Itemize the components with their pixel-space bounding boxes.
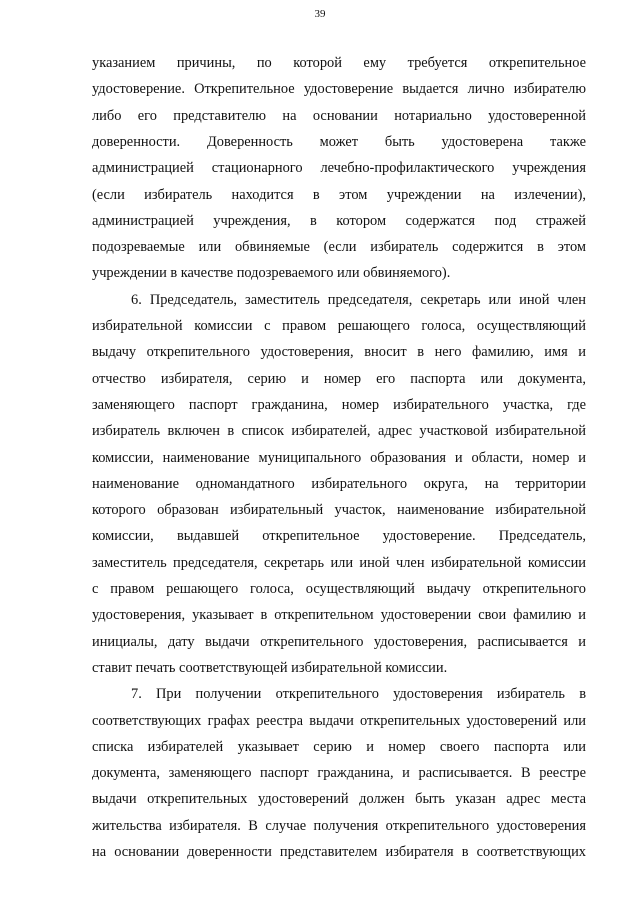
text-line: с правом решающего голоса, осуществляющий выдачу открепительного (92, 581, 586, 597)
text-line: выдачи открепительных удостоверений должен быть указан адрес места (92, 791, 586, 808)
paragraph-7-first-line: 7. При получении открепительного удостоверения избиратель в (131, 686, 586, 703)
paragraph-last-line: учреждении в качестве подозреваемого или обвиняемого). (92, 265, 451, 282)
text-line: избирательной комиссии с правом решающего голоса, осуществляющий (92, 318, 586, 334)
text-line: отчество избирателя, серию и номер его паспорта или документа, (92, 370, 586, 387)
text-line: которого образован избирательный участок, наименование избирательной (92, 502, 586, 519)
text-line: заместитель председателя, секретарь или иной член избирательной комиссии (92, 554, 586, 571)
text-line: удостоверение. Открепительное удостоверение выдается лично избирателю (92, 81, 586, 98)
text-line: соответствующих графах реестра выдачи открепительных удостоверений или (92, 712, 586, 729)
text-line: либо его представителю на основании нотариально удостоверенной (92, 107, 586, 124)
text-line: (если избиратель находится в этом учреждении на излечении), (92, 186, 586, 203)
text-line: администрацией стационарного лечебно-профилактического учреждения (92, 160, 586, 177)
text-line: наименование одномандатного избирательного округа, на территории (92, 475, 586, 492)
paragraph-last-line: ставит печать соответствующей избирательной комиссии. (92, 659, 448, 676)
text-line: доверенности. Доверенность может быть удостоверена также (92, 133, 586, 150)
text-line: комиссии, выдавшей открепительное удостоверение. Председатель, (92, 528, 586, 545)
text-line: жительства избирателя. В случае получения открепительного удостоверения (92, 817, 586, 834)
text-line: удостоверения, указывает в открепительном удостоверении свои фамилию и (92, 607, 586, 624)
text-line: документа, заменяющего паспорт гражданина, и расписывается. В реестре (92, 765, 586, 782)
paragraph-6-first-line: 6. Председатель, заместитель председателя, секретарь или иной член (131, 291, 586, 308)
text-line: избиратель включен в список избирателей, адрес участковой избирательной (92, 423, 586, 440)
text-line: заменяющего паспорт гражданина, номер избирательного участка, где (92, 396, 586, 413)
text-line: выдачу открепительного удостоверения, вносит в него фамилию, имя и (92, 344, 586, 361)
text-line: администрацией учреждения, в котором содержатся под стражей (92, 212, 586, 229)
text-line: списка избирателей указывает серию и номер своего паспорта или (92, 738, 586, 755)
text-line: комиссии, наименование муниципального образования и области, номер и (92, 449, 586, 466)
page-number: 39 (314, 8, 326, 20)
text-line: на основании доверенности представителем избирателя в соответствующих (92, 844, 586, 860)
text-line: подозреваемые или обвиняемые (если избиратель содержится в этом (92, 239, 586, 256)
text-line: инициалы, дату выдачи открепительного удостоверения, расписывается и (92, 633, 586, 650)
text-line: указанием причины, по которой ему требуется открепительное (92, 55, 586, 71)
